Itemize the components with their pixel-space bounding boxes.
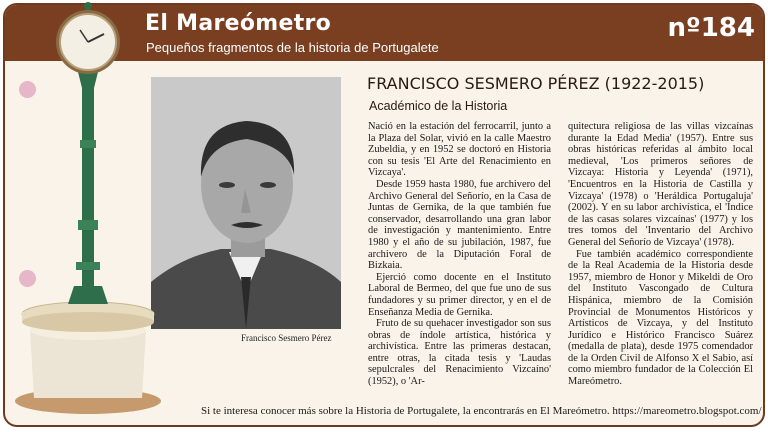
article-column-2 xyxy=(568,121,753,388)
person-role: Académico de la Historia xyxy=(369,99,508,113)
article-column-1 xyxy=(368,121,551,388)
mareometro-clock-icon xyxy=(0,0,170,425)
paragraph: Ejerció como docente en el Instituto Laboral de Bermeo, del que fue uno de sus fundadores y su primer director, y en el de Enseñanza Media de Gernika. xyxy=(368,271,551,318)
paragraph: Fue también académico correspondiente de la Real Academia de la Historia desde 1957, miembro de Honor y Mikeldi de Oro del Instituto Vascongado de Cultura Hispánica, miembro de la Comisión Provincial de Monumentos Históricos y Artísticos de Vizcaya, y del Instituto Jurídico e Histórico Francisco Suárez (medalla de plata), desde 1975 comendador de la Orden Civil de Alfonso X el Sabio, así como miembro fundador de la Colección El Mareómetro. xyxy=(568,248,753,388)
header-title: El Mareómetro xyxy=(145,11,332,36)
photo-caption: Francisco Sesmero Pérez xyxy=(241,333,332,343)
issue-number: nº184 xyxy=(667,13,755,43)
paragraph: Desde 1959 hasta 1980, fue archivero del Archivo General del Señorío, en la Casa de Juntas de Gernika, de la que también fue conservador, desarrollando una gran labor de investigación y mantenimiento. Entre 1980 y el año de su jubilación, 1987, fue archivero de la Diputación Foral de Bizkaia. xyxy=(368,178,551,272)
paragraph: Nació en la estación del ferrocarril, junto a la Plaza del Solar, vivió en la calle Maestro Zubeldia, y en 1952 se doctoró en Historia con su tesis 'El Arte del Renacimiento en Vizcaya'. xyxy=(368,121,551,179)
paragraph: quitectura religiosa de las villas vizcaínas durante la Edad Media' (1957). Entre sus obras históricas referidas al ámbito local medieval, 'Los primeros señores de Vizcaya: Historia y Leyenda' (1971), 'Encuentros en la Historia de Castilla y Vizcaya' (1978) o 'Heráldica Portugaluja' (2002). Y en su labor archivística, el 'Índice de las casas solares vizcaínas' (1977) y los tres tomos del 'Inventario del Archivo General del Señorío de Vizcaya' (1978). xyxy=(568,121,753,248)
person-name: FRANCISCO SESMERO PÉREZ (1922-2015) xyxy=(367,74,705,93)
paragraph: Fruto de su quehacer investigador son sus obras de índole artística, histórica y archivística. Entre las primeras destacan, entre otras, la citada tesis y 'Laudas sepulcrales del Renacimiento Vizcaíno' (1952), o 'Ar- xyxy=(368,318,551,388)
header-subtitle: Pequeños fragmentos de la historia de Portugalete xyxy=(146,40,439,55)
footer-note: Si te interesa conocer más sobre la Historia de Portugalete, la encontrarás en El Mareómetro. https://mareometro.blogspot.com/ xyxy=(201,405,762,417)
portrait-photo xyxy=(151,77,341,329)
